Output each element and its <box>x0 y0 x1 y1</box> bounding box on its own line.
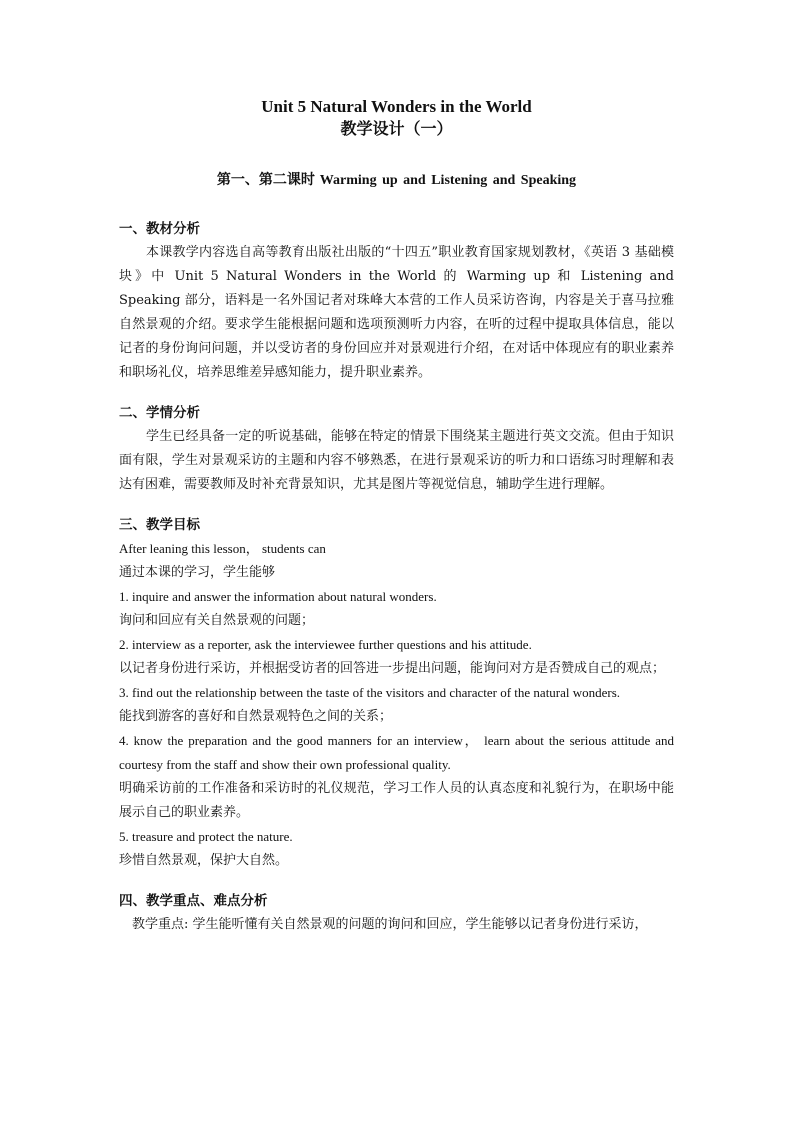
section-heading: 二、学情分析 <box>119 405 200 421</box>
key-point-label: 教学重点: <box>132 917 189 932</box>
section-key-points <box>119 889 674 937</box>
goal-en: 4. know the preparation and the good manners for an interview， learn about the serious attitude and courtesy from the staff and show their own professional quality. <box>119 733 674 772</box>
goal-en: 1. inquire and answer the information about natural wonders. <box>119 589 437 604</box>
section-heading: 三、教学目标 <box>119 517 200 533</box>
key-point-text: 学生能听懂有关自然景观的问题的询问和回应，学生能够以记者身份进行采访， <box>188 917 648 932</box>
title-english: Unit 5 Natural Wonders in the World <box>261 97 532 116</box>
goals-intro-en: After leaning this lesson， students can <box>119 541 326 556</box>
goal-en: 2. interview as a reporter, ask the interviewee further questions and his attitude. <box>119 637 532 652</box>
goals-intro-cn: 通过本课的学习，学生能够 <box>119 565 276 580</box>
section-paragraph: 学生已经具备一定的听说基础，能够在特定的情景下围绕某主题进行英文交流。但由于知识面有限，学生对景观采访的主题和内容不够熟悉，在进行景观采访的听力和口语练习时理解和表达有困难，需要教师及时补充背景知识，尤其是图片等视觉信息，辅助学生进行理解。 <box>119 429 674 492</box>
section-teaching-goals <box>119 513 674 873</box>
goal-cn: 明确采访前的工作准备和采访时的礼仪规范，学习工作人员的认真态度和礼貌行为，在职场中能展示自己的职业素养。 <box>119 781 674 820</box>
title-chinese: 教学设计（一） <box>340 119 453 138</box>
section-paragraph: 本课教学内容选自高等教育出版社出版的“十四五”职业教育国家规划教材，《英语 3 基础模块》中 Unit 5 Natural Wonders in the World 的 Warming up 和 Listening and Speaking 部分，语料是一名外国记者对珠峰大本营的工作人员采访咨询，内容是关于喜马拉雅自然景观的介绍。要求学生能根据问题和选项预测听力内容，在听的过程中提取具体信息，能以记者的身份询问问题，并以受访者的身份回应并对景观进行介绍，在对话中体现应有的职业素养和职场礼仪，培养思维差异感知能力，提升职业素养。 <box>119 245 674 380</box>
goal-cn: 以记者身份进行采访，并根据受访者的回答进一步提出问题，能询问对方是否赞成自己的观点； <box>119 661 666 676</box>
lesson-subtitle <box>119 170 674 191</box>
goal-cn: 询问和回应有关自然景观的问题； <box>119 613 315 628</box>
section-student-analysis <box>119 401 674 497</box>
goal-cn: 珍惜自然景观，保护大自然。 <box>119 853 289 868</box>
goal-en: 3. find out the relationship between the taste of the visitors and character of the natural wonders. <box>119 685 621 700</box>
lesson-subtitle-cn: 第一、第二课时 <box>216 172 315 188</box>
goal-en: 5. treasure and protect the nature. <box>119 829 293 844</box>
section-heading: 四、教学重点、难点分析 <box>119 893 268 909</box>
goal-cn: 能找到游客的喜好和自然景观特色之间的关系； <box>119 709 393 724</box>
section-textbook-analysis <box>119 217 674 385</box>
lesson-subtitle-en: Warming up and Listening and Speaking <box>319 173 577 188</box>
section-heading: 一、教材分析 <box>119 221 200 237</box>
key-point-paragraph <box>119 913 674 937</box>
